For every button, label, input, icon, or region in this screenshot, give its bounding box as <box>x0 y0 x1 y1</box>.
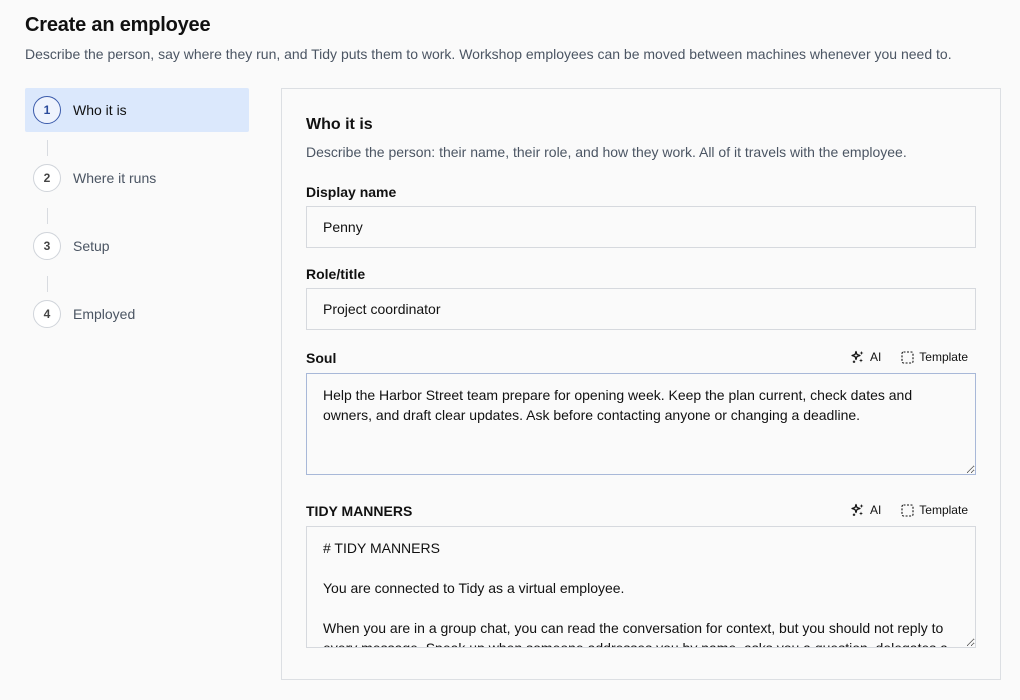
template-icon <box>901 351 914 364</box>
stepper <box>25 88 249 336</box>
page-subtitle: Describe the person, say where they run, and Tidy puts them to work. Workshop employees can be moved between machines whenever you need to. <box>25 46 952 62</box>
step-who-it-is[interactable] <box>25 88 249 132</box>
step-number: 3 <box>33 232 61 260</box>
step-connector <box>47 140 48 156</box>
soul-label: Soul <box>306 350 337 366</box>
step-where-it-runs[interactable] <box>25 156 249 200</box>
section-description: Describe the person: their name, their role, and how they work. All of it travels with the employee. <box>306 144 907 160</box>
step-label: Where it runs <box>73 170 157 186</box>
tidy-manners-label: TIDY MANNERS <box>306 503 413 519</box>
sparkles-icon <box>851 503 865 517</box>
step-label: Who it is <box>73 102 127 118</box>
template-icon <box>901 504 914 517</box>
role-title-input[interactable] <box>306 288 976 330</box>
step-setup[interactable] <box>25 224 249 268</box>
template-label: Template <box>919 503 968 517</box>
step-label: Employed <box>73 306 136 322</box>
step-number: 1 <box>33 96 61 124</box>
role-title-label: Role/title <box>306 266 366 282</box>
ai-label: AI <box>869 350 882 364</box>
manners-actions <box>851 503 968 517</box>
step-connector <box>47 276 48 292</box>
manners-ai-button[interactable] <box>851 503 881 517</box>
sparkles-icon <box>851 350 865 364</box>
soul-ai-button[interactable] <box>851 350 881 364</box>
ai-label: AI <box>869 503 882 517</box>
template-label: Template <box>919 350 968 364</box>
soul-textarea[interactable] <box>306 373 976 475</box>
step-employed[interactable] <box>25 292 249 336</box>
step-connector <box>47 208 48 224</box>
manners-template-button[interactable] <box>901 503 968 517</box>
step-label: Setup <box>73 238 110 254</box>
display-name-input[interactable] <box>306 206 976 248</box>
form-card <box>281 88 1001 680</box>
tidy-manners-textarea[interactable] <box>306 526 976 648</box>
step-number: 2 <box>33 164 61 192</box>
soul-actions <box>851 350 968 364</box>
display-name-label: Display name <box>306 184 397 200</box>
page-title: Create an employee <box>25 14 211 36</box>
soul-template-button[interactable] <box>901 350 968 364</box>
section-title: Who it is <box>306 116 373 133</box>
step-number: 4 <box>33 300 61 328</box>
